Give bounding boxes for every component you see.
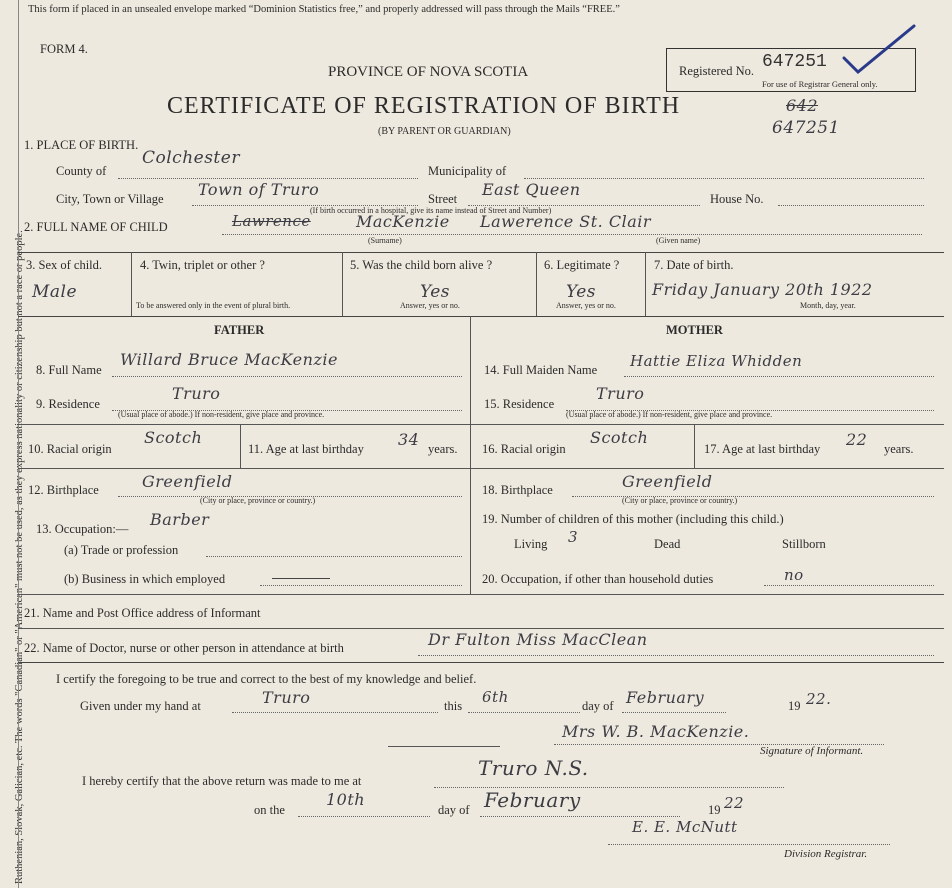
- sex-label: 3. Sex of child.: [26, 258, 103, 272]
- father-birthplace-value: Greenfield: [142, 472, 233, 491]
- registered-no-label: Registered No.: [679, 64, 754, 78]
- living-value: 3: [568, 528, 579, 546]
- day-of-label: day of: [582, 699, 614, 713]
- trade-label: (a) Trade or profession: [64, 543, 179, 557]
- given-year-value: 22.: [806, 690, 832, 708]
- date-of-birth-note: Month, day, year.: [800, 301, 856, 310]
- legitimate-value: Yes: [566, 282, 597, 302]
- born-alive-value: Yes: [420, 282, 451, 302]
- sex-value: Male: [32, 282, 78, 302]
- informant-signature: Mrs W. B. MacKenzie.: [562, 722, 750, 741]
- father-residence-note: (Usual place of abode.) If non-resident, give place and province.: [118, 410, 325, 419]
- father-occupation-label: 13. Occupation:—: [36, 522, 129, 536]
- place-of-birth-label: 1. PLACE OF BIRTH.: [24, 138, 139, 152]
- crossed-registration-number: 642: [786, 96, 819, 115]
- mailing-notice: This form if placed in an unsealed envelope marked “Dominion Statistics free,” and properly addressed will pass through the Mails “FREE.”: [28, 4, 620, 15]
- given-year-prefix: 19: [788, 699, 801, 713]
- house-no-label: House No.: [710, 192, 764, 206]
- mother-birthplace-label: 18. Birthplace: [482, 483, 553, 497]
- street-value: East Queen: [482, 180, 581, 199]
- mother-occupation-value: no: [784, 566, 804, 584]
- father-racial-label: 10. Racial origin: [28, 442, 112, 456]
- father-birthplace-label: 12. Birthplace: [28, 483, 99, 497]
- given-day-value: 6th: [482, 688, 509, 706]
- informant-signature-caption: Signature of Informant.: [760, 745, 864, 757]
- children-count-label: 19. Number of children of this mother (including this child.): [482, 512, 784, 526]
- mother-birthplace-note: (City or place, province or country.): [622, 496, 738, 505]
- mother-residence-value: Truro: [596, 384, 645, 403]
- handwritten-registration-number: 647251: [772, 118, 840, 138]
- father-birthplace-note: (City or place, province or country.): [200, 496, 316, 505]
- father-racial-value: Scotch: [144, 428, 203, 447]
- mother-years-label: years.: [884, 442, 914, 456]
- given-name-caption: (Given name): [656, 236, 701, 245]
- father-age-label: 11. Age at last birthday: [248, 442, 364, 456]
- twin-label: 4. Twin, triplet or other ?: [140, 258, 265, 272]
- child-surname: MacKenzie: [356, 212, 450, 231]
- mother-age-value: 22: [846, 430, 868, 449]
- given-under-hand-label: Given under my hand at: [80, 699, 201, 713]
- registrar-signature: E. E. McNutt: [632, 818, 738, 836]
- side-margin-rule: [18, 0, 19, 888]
- mother-name-label: 14. Full Maiden Name: [484, 363, 598, 377]
- attendant-value: Dr Fulton Miss MacClean: [428, 630, 648, 649]
- street-label: Street: [428, 192, 458, 206]
- registrar-only-note: For use of Registrar General only.: [762, 79, 878, 89]
- business-label: (b) Business in which employed: [64, 572, 226, 586]
- mother-racial-value: Scotch: [590, 428, 649, 447]
- mother-racial-label: 16. Racial origin: [482, 442, 566, 456]
- father-residence-label: 9. Residence: [36, 397, 100, 411]
- hospital-note: (If birth occurred in a hospital, give its name instead of Street and Number): [310, 206, 552, 215]
- mother-residence-label: 15. Residence: [484, 397, 555, 411]
- father-occupation-value: Barber: [150, 510, 210, 529]
- registration-year-prefix: 19: [708, 803, 721, 817]
- date-of-birth-value: Friday January 20th 1922: [652, 280, 873, 299]
- mother-occupation-label: 20. Occupation, if other than household duties: [482, 572, 714, 586]
- attendant-label: 22. Name of Doctor, nurse or other person in attendance at birth: [24, 641, 344, 655]
- child-given-name: Lawerence St. Clair: [480, 212, 651, 231]
- living-label: Living: [514, 537, 548, 551]
- legitimate-note: Answer, yes or no.: [556, 301, 616, 310]
- date-of-birth-label: 7. Date of birth.: [654, 258, 734, 272]
- father-years-label: years.: [428, 442, 458, 456]
- father-age-value: 34: [398, 430, 420, 449]
- mother-heading: MOTHER: [666, 323, 723, 337]
- twin-note: To be answered only in the event of plural birth.: [136, 301, 291, 310]
- father-residence-value: Truro: [172, 384, 221, 403]
- checkmark-icon: [840, 22, 920, 82]
- on-the-label: on the: [254, 803, 285, 817]
- dead-label: Dead: [654, 537, 681, 551]
- county-value: Colchester: [142, 148, 240, 168]
- registrar-place-value: Truro N.S.: [478, 756, 589, 780]
- given-place-value: Truro: [262, 688, 311, 707]
- city-label: City, Town or Village: [56, 192, 164, 206]
- certificate-title: CERTIFICATE OF REGISTRATION OF BIRTH: [167, 93, 681, 119]
- child-name-label: 2. FULL NAME OF CHILD: [24, 220, 168, 234]
- mother-birthplace-value: Greenfield: [622, 472, 713, 491]
- registered-number-stamp: 647251: [762, 52, 827, 72]
- city-value: Town of Truro: [198, 180, 320, 199]
- form-number: FORM 4.: [40, 42, 88, 56]
- registration-month-value: February: [484, 788, 581, 812]
- province-heading: PROVINCE OF NOVA SCOTIA: [328, 64, 529, 80]
- crossed-child-name: Lawrence: [232, 212, 311, 230]
- born-alive-label: 5. Was the child born alive ?: [350, 258, 493, 272]
- legitimate-label: 6. Legitimate ?: [544, 258, 620, 272]
- born-alive-note: Answer, yes or no.: [400, 301, 460, 310]
- father-name-label: 8. Full Name: [36, 363, 102, 377]
- mother-residence-note: (Usual place of abode.) If non-resident, give place and province.: [566, 410, 773, 419]
- side-margin-text: Ruthenian, Slovak, Galician, etc. The words "Canadian" or "American" must not be used, as they express nationality or citizenship but not a race or people.: [14, 230, 25, 884]
- side-margin-note: [2, 4, 25, 884]
- this-label: this: [444, 699, 463, 713]
- mother-name-value: Hattie Eliza Whidden: [630, 352, 803, 370]
- registration-year-value: 22: [724, 794, 745, 812]
- certify-statement: I certify the foregoing to be true and correct to the best of my knowledge and belief.: [56, 672, 477, 686]
- surname-caption: (Surname): [368, 236, 402, 245]
- registrar-statement: I hereby certify that the above return was made to me at: [82, 774, 362, 788]
- stillborn-label: Stillborn: [782, 537, 826, 551]
- registration-day-value: 10th: [326, 790, 366, 809]
- registration-day-of-label: day of: [438, 803, 470, 817]
- county-label: County of: [56, 164, 107, 178]
- informant-address-label: 21. Name and Post Office address of Informant: [24, 606, 261, 620]
- municipality-label: Municipality of: [428, 164, 507, 178]
- father-name-value: Willard Bruce MacKenzie: [120, 350, 338, 369]
- mother-age-label: 17. Age at last birthday: [704, 442, 821, 456]
- division-registrar-caption: Division Registrar.: [784, 848, 868, 860]
- father-heading: FATHER: [214, 323, 265, 337]
- business-dash: [272, 578, 330, 579]
- certificate-subtitle: (BY PARENT OR GUARDIAN): [378, 126, 511, 137]
- given-month-value: February: [626, 688, 705, 707]
